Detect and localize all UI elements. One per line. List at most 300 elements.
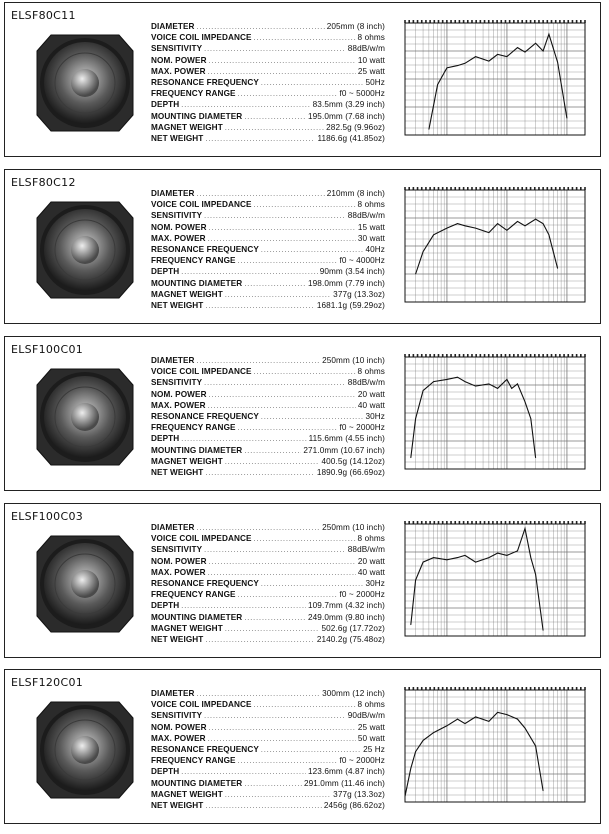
- spec-label: FREQUENCY RANGE: [151, 423, 236, 433]
- spec-label: VOICE COIL IMPEDANCE: [151, 33, 252, 43]
- response-point: [543, 51, 544, 52]
- spec-row-freq-range: [151, 422, 385, 433]
- response-point: [535, 457, 536, 458]
- spec-label: DIAMETER: [151, 689, 195, 698]
- leader-dots: [225, 457, 320, 468]
- response-point: [447, 379, 448, 380]
- spec-label: NOM. POWER: [151, 222, 207, 232]
- leader-dots: [205, 134, 315, 145]
- spec-label: NET WEIGHT: [151, 800, 204, 810]
- model-name: ELSF100C01: [11, 343, 84, 356]
- spec-value: 377g (13.3oz): [333, 789, 385, 799]
- spec-label: DEPTH: [151, 601, 180, 611]
- speaker-dust-cap: [71, 69, 99, 97]
- response-point: [433, 732, 434, 733]
- spec-value: f0 ~ 2000Hz: [339, 590, 385, 600]
- spec-value: 198.0mm (7.79 inch): [308, 278, 385, 288]
- spec-value: 90dB/w/m: [347, 711, 385, 721]
- leader-dots: [204, 545, 346, 556]
- spec-label: MAGNET WEIGHT: [151, 623, 223, 633]
- frequency-response-chart: [397, 15, 595, 149]
- spec-row-mounting: [151, 278, 385, 289]
- spec-label: VOICE COIL IMPEDANCE: [151, 700, 252, 710]
- leader-dots: [209, 223, 356, 234]
- response-point: [457, 377, 458, 378]
- speaker-dust-cap: [71, 736, 99, 764]
- response-point: [535, 43, 536, 44]
- response-point: [475, 562, 476, 563]
- spec-label: VOICE COIL IMPEDANCE: [151, 200, 252, 210]
- spec-row-freq-range: [151, 589, 385, 600]
- spec-value: 30 watt: [357, 233, 385, 243]
- spec-value: 20 watt: [357, 389, 385, 399]
- response-point: [475, 386, 476, 387]
- spec-label: DEPTH: [151, 434, 180, 444]
- spec-row-diameter: [151, 188, 385, 199]
- spec-value: 25 Hz: [363, 744, 385, 754]
- spec-list: [151, 188, 385, 311]
- spec-label: MAX. POWER: [151, 66, 206, 76]
- response-point: [489, 721, 490, 722]
- spec-value: 15 watt: [357, 222, 385, 232]
- response-point: [410, 768, 411, 769]
- product-panel-3: [4, 336, 601, 491]
- spec-label: DIAMETER: [151, 189, 195, 198]
- response-point: [497, 54, 498, 55]
- spec-value: 8 ohms: [357, 33, 385, 43]
- response-curve: [411, 377, 536, 458]
- response-point: [457, 719, 458, 720]
- spec-label: NOM. POWER: [151, 389, 207, 399]
- response-point: [535, 219, 536, 220]
- leader-dots: [209, 390, 356, 401]
- leader-dots: [244, 779, 302, 790]
- spec-value: 271.0mm (10.67 inch): [303, 445, 385, 455]
- response-curve: [416, 219, 558, 274]
- leader-dots: [205, 635, 314, 646]
- spec-label: NET WEIGHT: [151, 634, 204, 644]
- response-point: [475, 717, 476, 718]
- speaker-photo: [31, 696, 139, 804]
- spec-value: 8 ohms: [357, 200, 385, 210]
- speaker-photo: [31, 363, 139, 471]
- response-point: [543, 790, 544, 791]
- spec-value: 40 watt: [357, 400, 385, 410]
- spec-label: RESONANCE FREQUENCY: [151, 411, 259, 421]
- response-point: [433, 557, 434, 558]
- spec-label: RESONANCE FREQUENCY: [151, 578, 259, 588]
- spec-label: MOUNTING DIAMETER: [151, 111, 243, 121]
- speaker-photo: [31, 196, 139, 304]
- spec-value: 30Hz: [365, 578, 385, 588]
- spec-row-magnet: [151, 623, 385, 634]
- spec-value: 123.6mm (4.87 inch): [308, 767, 385, 777]
- spec-label: NOM. POWER: [151, 556, 207, 566]
- response-point: [447, 725, 448, 726]
- spec-row-nom-power: [151, 55, 385, 66]
- response-point: [525, 225, 526, 226]
- model-name: ELSF80C11: [11, 9, 76, 22]
- response-point: [525, 401, 526, 402]
- response-point: [507, 714, 508, 715]
- frequency-response-chart: [397, 516, 595, 650]
- spec-row-sensitivity: [151, 377, 385, 388]
- leader-dots: [244, 112, 306, 123]
- spec-row-sensitivity: [151, 43, 385, 54]
- product-panel-2: [4, 169, 601, 324]
- frequency-response-chart: [397, 349, 595, 483]
- spec-value: 502.6g (17.72oz): [321, 623, 385, 633]
- leader-dots: [244, 613, 306, 624]
- response-point: [517, 551, 518, 552]
- spec-label: FREQUENCY RANGE: [151, 590, 236, 600]
- spec-value: f0 ~ 2000Hz: [339, 756, 385, 766]
- spec-row-max-power: [151, 400, 385, 411]
- leader-dots: [204, 378, 346, 389]
- spec-value: 115.6mm (4.55 inch): [308, 434, 385, 444]
- spec-row-max-power: [151, 567, 385, 578]
- spec-row-mounting: [151, 778, 385, 789]
- model-name: ELSF80C12: [11, 176, 76, 189]
- response-point: [549, 234, 550, 235]
- spec-value: 1890.9g (66.69oz): [316, 467, 385, 477]
- spec-value: 25 watt: [357, 722, 385, 732]
- spec-row-magnet: [151, 789, 385, 800]
- spec-list: [151, 688, 385, 811]
- response-point: [447, 228, 448, 229]
- spec-label: NET WEIGHT: [151, 300, 204, 310]
- spec-row-nom-power: [151, 722, 385, 733]
- spec-value: 8 ohms: [357, 534, 385, 544]
- spec-label: DEPTH: [151, 100, 180, 110]
- response-point: [415, 751, 416, 752]
- leader-dots: [204, 711, 346, 722]
- spec-label: DEPTH: [151, 267, 180, 277]
- response-point: [517, 221, 518, 222]
- response-point: [489, 61, 490, 62]
- spec-label: DIAMETER: [151, 22, 195, 31]
- leader-dots: [254, 367, 356, 378]
- spec-value: 25 watt: [357, 66, 385, 76]
- spec-row-resonance: [151, 411, 385, 422]
- response-point: [489, 232, 490, 233]
- spec-list: [151, 355, 385, 478]
- leader-dots: [225, 790, 331, 801]
- response-point: [517, 719, 518, 720]
- leader-dots: [204, 211, 346, 222]
- spec-row-nom-power: [151, 389, 385, 400]
- spec-label: RESONANCE FREQUENCY: [151, 244, 259, 254]
- spec-row-mounting: [151, 612, 385, 623]
- response-point: [457, 65, 458, 66]
- response-point: [457, 557, 458, 558]
- response-point: [415, 274, 416, 275]
- leader-dots: [205, 801, 321, 812]
- spec-row-mounting: [151, 445, 385, 456]
- leader-dots: [204, 44, 346, 55]
- spec-row-freq-range: [151, 255, 385, 266]
- speaker-dust-cap: [71, 403, 99, 431]
- spec-label: SENSITIVITY: [151, 44, 203, 54]
- spec-row-magnet: [151, 289, 385, 300]
- spec-row-max-power: [151, 66, 385, 77]
- chart-grid: [404, 187, 586, 302]
- spec-row-impedance: [151, 32, 385, 43]
- leader-dots: [209, 56, 356, 67]
- spec-label: MAGNET WEIGHT: [151, 456, 223, 466]
- leader-dots: [254, 200, 356, 211]
- spec-label: NET WEIGHT: [151, 467, 204, 477]
- spec-row-depth: [151, 266, 385, 277]
- spec-value: 300mm (12 inch): [322, 689, 385, 698]
- response-point: [507, 56, 508, 57]
- spec-label: MAX. POWER: [151, 400, 206, 410]
- leader-dots: [244, 279, 306, 290]
- spec-value: 205mm (8 inch): [326, 22, 385, 31]
- spec-row-sensitivity: [151, 710, 385, 721]
- response-point: [437, 84, 438, 85]
- spec-row-resonance: [151, 744, 385, 755]
- spec-value: 249.0mm (9.80 inch): [308, 612, 385, 622]
- spec-row-nom-power: [151, 556, 385, 567]
- spec-label: MAX. POWER: [151, 733, 206, 743]
- leader-dots: [225, 290, 331, 301]
- response-point: [489, 384, 490, 385]
- spec-label: DIAMETER: [151, 356, 195, 365]
- chart-grid: [404, 354, 586, 469]
- spec-label: SENSITIVITY: [151, 211, 203, 221]
- response-point: [517, 384, 518, 385]
- response-point: [465, 63, 466, 64]
- spec-row-max-power: [151, 733, 385, 744]
- spec-label: MOUNTING DIAMETER: [151, 445, 243, 455]
- spec-value: 2140.2g (75.48oz): [316, 634, 385, 644]
- spec-value: f0 ~ 4000Hz: [339, 256, 385, 266]
- response-point: [410, 624, 411, 625]
- spec-row-resonance: [151, 578, 385, 589]
- spec-label: SENSITIVITY: [151, 711, 203, 721]
- spec-row-depth: [151, 766, 385, 777]
- spec-value: 83.5mm (3.29 inch): [312, 100, 385, 110]
- response-point: [465, 723, 466, 724]
- leader-dots: [254, 534, 356, 545]
- response-point: [447, 559, 448, 560]
- product-panel-5: [4, 669, 601, 824]
- response-point: [423, 251, 424, 252]
- leader-dots: [205, 468, 314, 479]
- spec-label: MAGNET WEIGHT: [151, 122, 223, 132]
- response-point: [507, 555, 508, 556]
- leader-dots: [205, 301, 314, 312]
- spec-value: 400.5g (14.12oz): [321, 456, 385, 466]
- spec-value: 10 watt: [357, 55, 385, 65]
- response-point: [507, 379, 508, 380]
- spec-label: MAGNET WEIGHT: [151, 289, 223, 299]
- spec-value: 88dB/w/m: [347, 545, 385, 555]
- spec-row-resonance: [151, 244, 385, 255]
- spec-list: [151, 21, 385, 144]
- speaker-dust-cap: [71, 236, 99, 264]
- response-point: [543, 630, 544, 631]
- spec-value: 210mm (8 inch): [326, 189, 385, 198]
- spec-label: VOICE COIL IMPEDANCE: [151, 367, 252, 377]
- spec-value: 8 ohms: [357, 700, 385, 710]
- response-point: [535, 746, 536, 747]
- spec-value: 30Hz: [365, 411, 385, 421]
- response-point: [433, 381, 434, 382]
- spec-label: MAX. POWER: [151, 233, 206, 243]
- spec-value: f0 ~ 5000Hz: [339, 89, 385, 99]
- response-point: [465, 225, 466, 226]
- spec-label: NOM. POWER: [151, 722, 207, 732]
- response-point: [475, 56, 476, 57]
- leader-dots: [225, 123, 324, 134]
- response-point: [423, 562, 424, 563]
- spec-row-freq-range: [151, 88, 385, 99]
- spec-label: NET WEIGHT: [151, 133, 204, 143]
- product-panel-4: [4, 503, 601, 658]
- spec-label: DEPTH: [151, 767, 180, 777]
- spec-value: 2456g (86.62oz): [323, 800, 385, 810]
- response-point: [489, 557, 490, 558]
- leader-dots: [244, 446, 301, 457]
- speaker-photo: [31, 530, 139, 638]
- spec-row-diameter: [151, 21, 385, 32]
- spec-label: FREQUENCY RANGE: [151, 89, 236, 99]
- spec-value: 88dB/w/m: [347, 44, 385, 54]
- spec-row-impedance: [151, 533, 385, 544]
- spec-row-impedance: [151, 199, 385, 210]
- response-point: [525, 52, 526, 53]
- response-point: [535, 574, 536, 575]
- spec-row-depth: [151, 600, 385, 611]
- spec-label: MOUNTING DIAMETER: [151, 612, 243, 622]
- response-point: [530, 418, 531, 419]
- spec-label: SENSITIVITY: [151, 378, 203, 388]
- spec-label: RESONANCE FREQUENCY: [151, 744, 259, 754]
- spec-value: 40Hz: [365, 244, 385, 254]
- response-curve: [429, 34, 567, 129]
- spec-row-net-weight: [151, 467, 385, 478]
- spec-row-impedance: [151, 699, 385, 710]
- spec-row-mounting: [151, 111, 385, 122]
- response-point: [465, 381, 466, 382]
- spec-label: MOUNTING DIAMETER: [151, 778, 243, 788]
- spec-value: 88dB/w/m: [347, 378, 385, 388]
- response-point: [567, 118, 568, 119]
- spec-row-sensitivity: [151, 544, 385, 555]
- response-point: [530, 557, 531, 558]
- spec-value: 1186.6g (41.85oz): [317, 133, 385, 143]
- leader-dots: [254, 700, 356, 711]
- response-point: [447, 67, 448, 68]
- spec-value: 250mm (10 inch): [322, 523, 385, 532]
- spec-row-resonance: [151, 77, 385, 88]
- chart-grid: [404, 521, 586, 636]
- spec-value: 250mm (10 inch): [322, 356, 385, 365]
- response-point: [517, 47, 518, 48]
- response-point: [557, 62, 558, 63]
- leader-dots: [209, 723, 356, 734]
- response-point: [525, 728, 526, 729]
- spec-value: 8 ohms: [357, 367, 385, 377]
- spec-value: 50 watt: [357, 733, 385, 743]
- model-name: ELSF100C03: [11, 510, 84, 523]
- spec-label: MOUNTING DIAMETER: [151, 278, 243, 288]
- spec-label: FREQUENCY RANGE: [151, 756, 236, 766]
- spec-row-depth: [151, 433, 385, 444]
- response-point: [497, 223, 498, 224]
- spec-row-net-weight: [151, 634, 385, 645]
- response-point: [429, 129, 430, 130]
- speaker-dust-cap: [71, 570, 99, 598]
- spec-value: 20 watt: [357, 556, 385, 566]
- response-point: [475, 228, 476, 229]
- spec-value: 282.5g (9.96oz): [326, 122, 385, 132]
- response-point: [497, 388, 498, 389]
- spec-value: 109.7mm (4.32 inch): [308, 601, 385, 611]
- frequency-response-chart: [397, 182, 595, 316]
- spec-value: 291.0mm (11.46 inch): [303, 778, 385, 788]
- response-point: [415, 418, 416, 419]
- spec-label: NOM. POWER: [151, 55, 207, 65]
- spec-label: DIAMETER: [151, 523, 195, 532]
- response-point: [507, 230, 508, 231]
- spec-label: MAX. POWER: [151, 567, 206, 577]
- leader-dots: [225, 624, 320, 635]
- spec-row-diameter: [151, 522, 385, 533]
- spec-value: 88dB/w/m: [347, 211, 385, 221]
- spec-row-depth: [151, 99, 385, 110]
- chart-grid: [404, 687, 586, 802]
- response-point: [457, 223, 458, 224]
- response-point: [497, 553, 498, 554]
- spec-value: f0 ~ 2000Hz: [339, 423, 385, 433]
- spec-label: FREQUENCY RANGE: [151, 256, 236, 266]
- response-point: [549, 34, 550, 35]
- spec-row-diameter: [151, 355, 385, 366]
- spec-value: 377g (13.3oz): [333, 289, 385, 299]
- spec-row-net-weight: [151, 133, 385, 144]
- spec-row-nom-power: [151, 222, 385, 233]
- product-panel-1: [4, 2, 601, 157]
- leader-dots: [254, 33, 356, 44]
- spec-value: 50Hz: [365, 77, 385, 87]
- response-point: [423, 740, 424, 741]
- response-point: [465, 555, 466, 556]
- spec-value: 90mm (3.54 inch): [319, 267, 385, 277]
- spec-row-net-weight: [151, 300, 385, 311]
- spec-row-net-weight: [151, 800, 385, 811]
- spec-row-magnet: [151, 456, 385, 467]
- response-point: [511, 388, 512, 389]
- response-point: [410, 457, 411, 458]
- spec-row-magnet: [151, 122, 385, 133]
- spec-label: VOICE COIL IMPEDANCE: [151, 534, 252, 544]
- spec-value: 40 watt: [357, 567, 385, 577]
- response-point: [423, 390, 424, 391]
- spec-label: RESONANCE FREQUENCY: [151, 77, 259, 87]
- response-point: [525, 528, 526, 529]
- spec-row-diameter: [151, 688, 385, 699]
- spec-row-freq-range: [151, 755, 385, 766]
- spec-row-sensitivity: [151, 210, 385, 221]
- spec-value: 1681.1g (59.29oz): [316, 300, 385, 310]
- frequency-response-chart: [397, 682, 595, 816]
- spec-label: MAGNET WEIGHT: [151, 789, 223, 799]
- response-point: [543, 223, 544, 224]
- response-point: [557, 268, 558, 269]
